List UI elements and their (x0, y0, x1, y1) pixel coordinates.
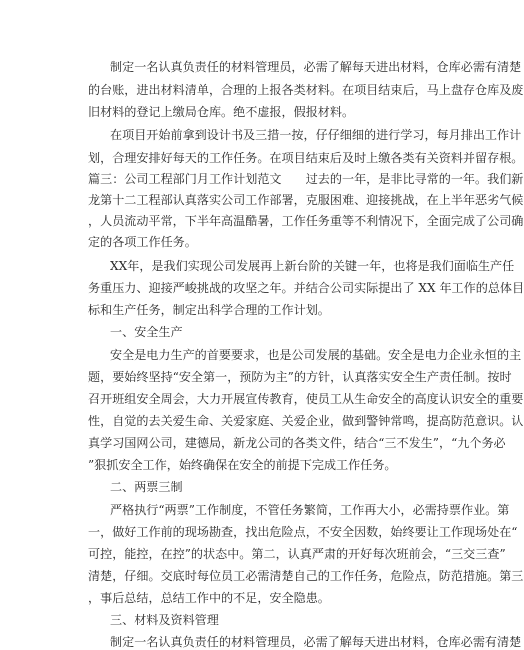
paragraph-line: 务重压力、迎接严峻挑战的攻坚之年。并结合公司实际提出了 XX 年工作的总体目 (88, 281, 524, 295)
section-heading: 三、材料及资料管理 (110, 613, 219, 627)
paragraph-line: XX年，是我们实现公司发展再上新台阶的关键一年，也将是我们面临生产任 (110, 259, 515, 273)
paragraph-line: 篇三：公司工程部门月工作计划范文 过去的一年，是非比寻常的一年。我们新 (88, 172, 524, 186)
paragraph-line: 划，合理安排好每天的工作任务。在项目结束后及时上缴各类有关资料并留存根。 (88, 151, 524, 165)
paragraph-line: 召开班组安全周会，大力开展宣传教育，使员工从生命安全的高度认识安全的重要 (88, 392, 524, 406)
section-heading: 二、两票三制 (110, 480, 183, 494)
paragraph-line: 龙第十二工程部认真落实公司工作部署，克服困难、迎接挑战，在上半年恶劣气候 (88, 193, 524, 207)
paragraph-line: 性，自觉的去关爱生命、关爱家庭、关爱企业，做到警钟常鸣，提高防范意识。认 (88, 414, 524, 428)
paragraph-line: ，人员流动平常，下半年高温酷暑，工作任务重等不利情况下，全面完成了公司确 (88, 214, 524, 228)
paragraph-line: 清楚，仔细。交底时每位员工必需清楚自己的工作任务，危险点，防范措施。第三 (88, 569, 524, 583)
paragraph-line: 的台账，进出材料清单，合理的上报各类材料。在项目结束后，马上盘存仓库及废 (88, 83, 524, 97)
paragraph-line: 一，做好工作前的现场勘查，找出危险点，不安全因数，始终要让工作现场处在“ (88, 525, 518, 539)
paragraph-line: 题，要始终坚持“安全第一，预防为主”的方针，认真落实安全生产责任制。按时 (88, 370, 512, 384)
paragraph-line: 制定一名认真负责任的材料管理员，必需了解每天进出材料，仓库必需有清楚 (110, 635, 522, 649)
paragraph-line: 真学习国网公司，建德局，新龙公司的各类文件，结合“三不发生”，“九个务必 (88, 436, 506, 450)
paragraph-line: 标和生产任务，制定出科学合理的工作计划。 (88, 303, 330, 317)
paragraph-line: 定的各项工作任务。 (88, 235, 197, 249)
paragraph-line: 严格执行“两票”工作制度，不管任务繁简，工作再大小，必需持票作业。第 (110, 503, 510, 517)
paragraph-line: ”狠抓安全工作，始终确保在安全的前提下完成工作任务。 (88, 458, 397, 472)
paragraph-line: 安全是电力生产的首要要求，也是公司发展的基础。安全是电力企业永恒的主 (110, 348, 522, 362)
paragraph-line: ，事后总结，总结工作中的不足，安全隐患。 (88, 591, 330, 605)
paragraph-line: 在项目开始前拿到设计书及三措一按，仔仔细细的进行学习，每月排出工作计 (110, 128, 522, 142)
paragraph-line: 可控，能控，在控”的状态中。第二，认真严肃的开好每次班前会，“三交三查” (88, 547, 506, 561)
section-heading: 一、安全生产 (110, 325, 183, 339)
paragraph-line: 制定一名认真负责任的材料管理员，必需了解每天进出材料，仓库必需有清楚 (110, 60, 522, 74)
paragraph-line: 旧材料的登记上缴局仓库。绝不虚报，假报材料。 (88, 105, 355, 119)
